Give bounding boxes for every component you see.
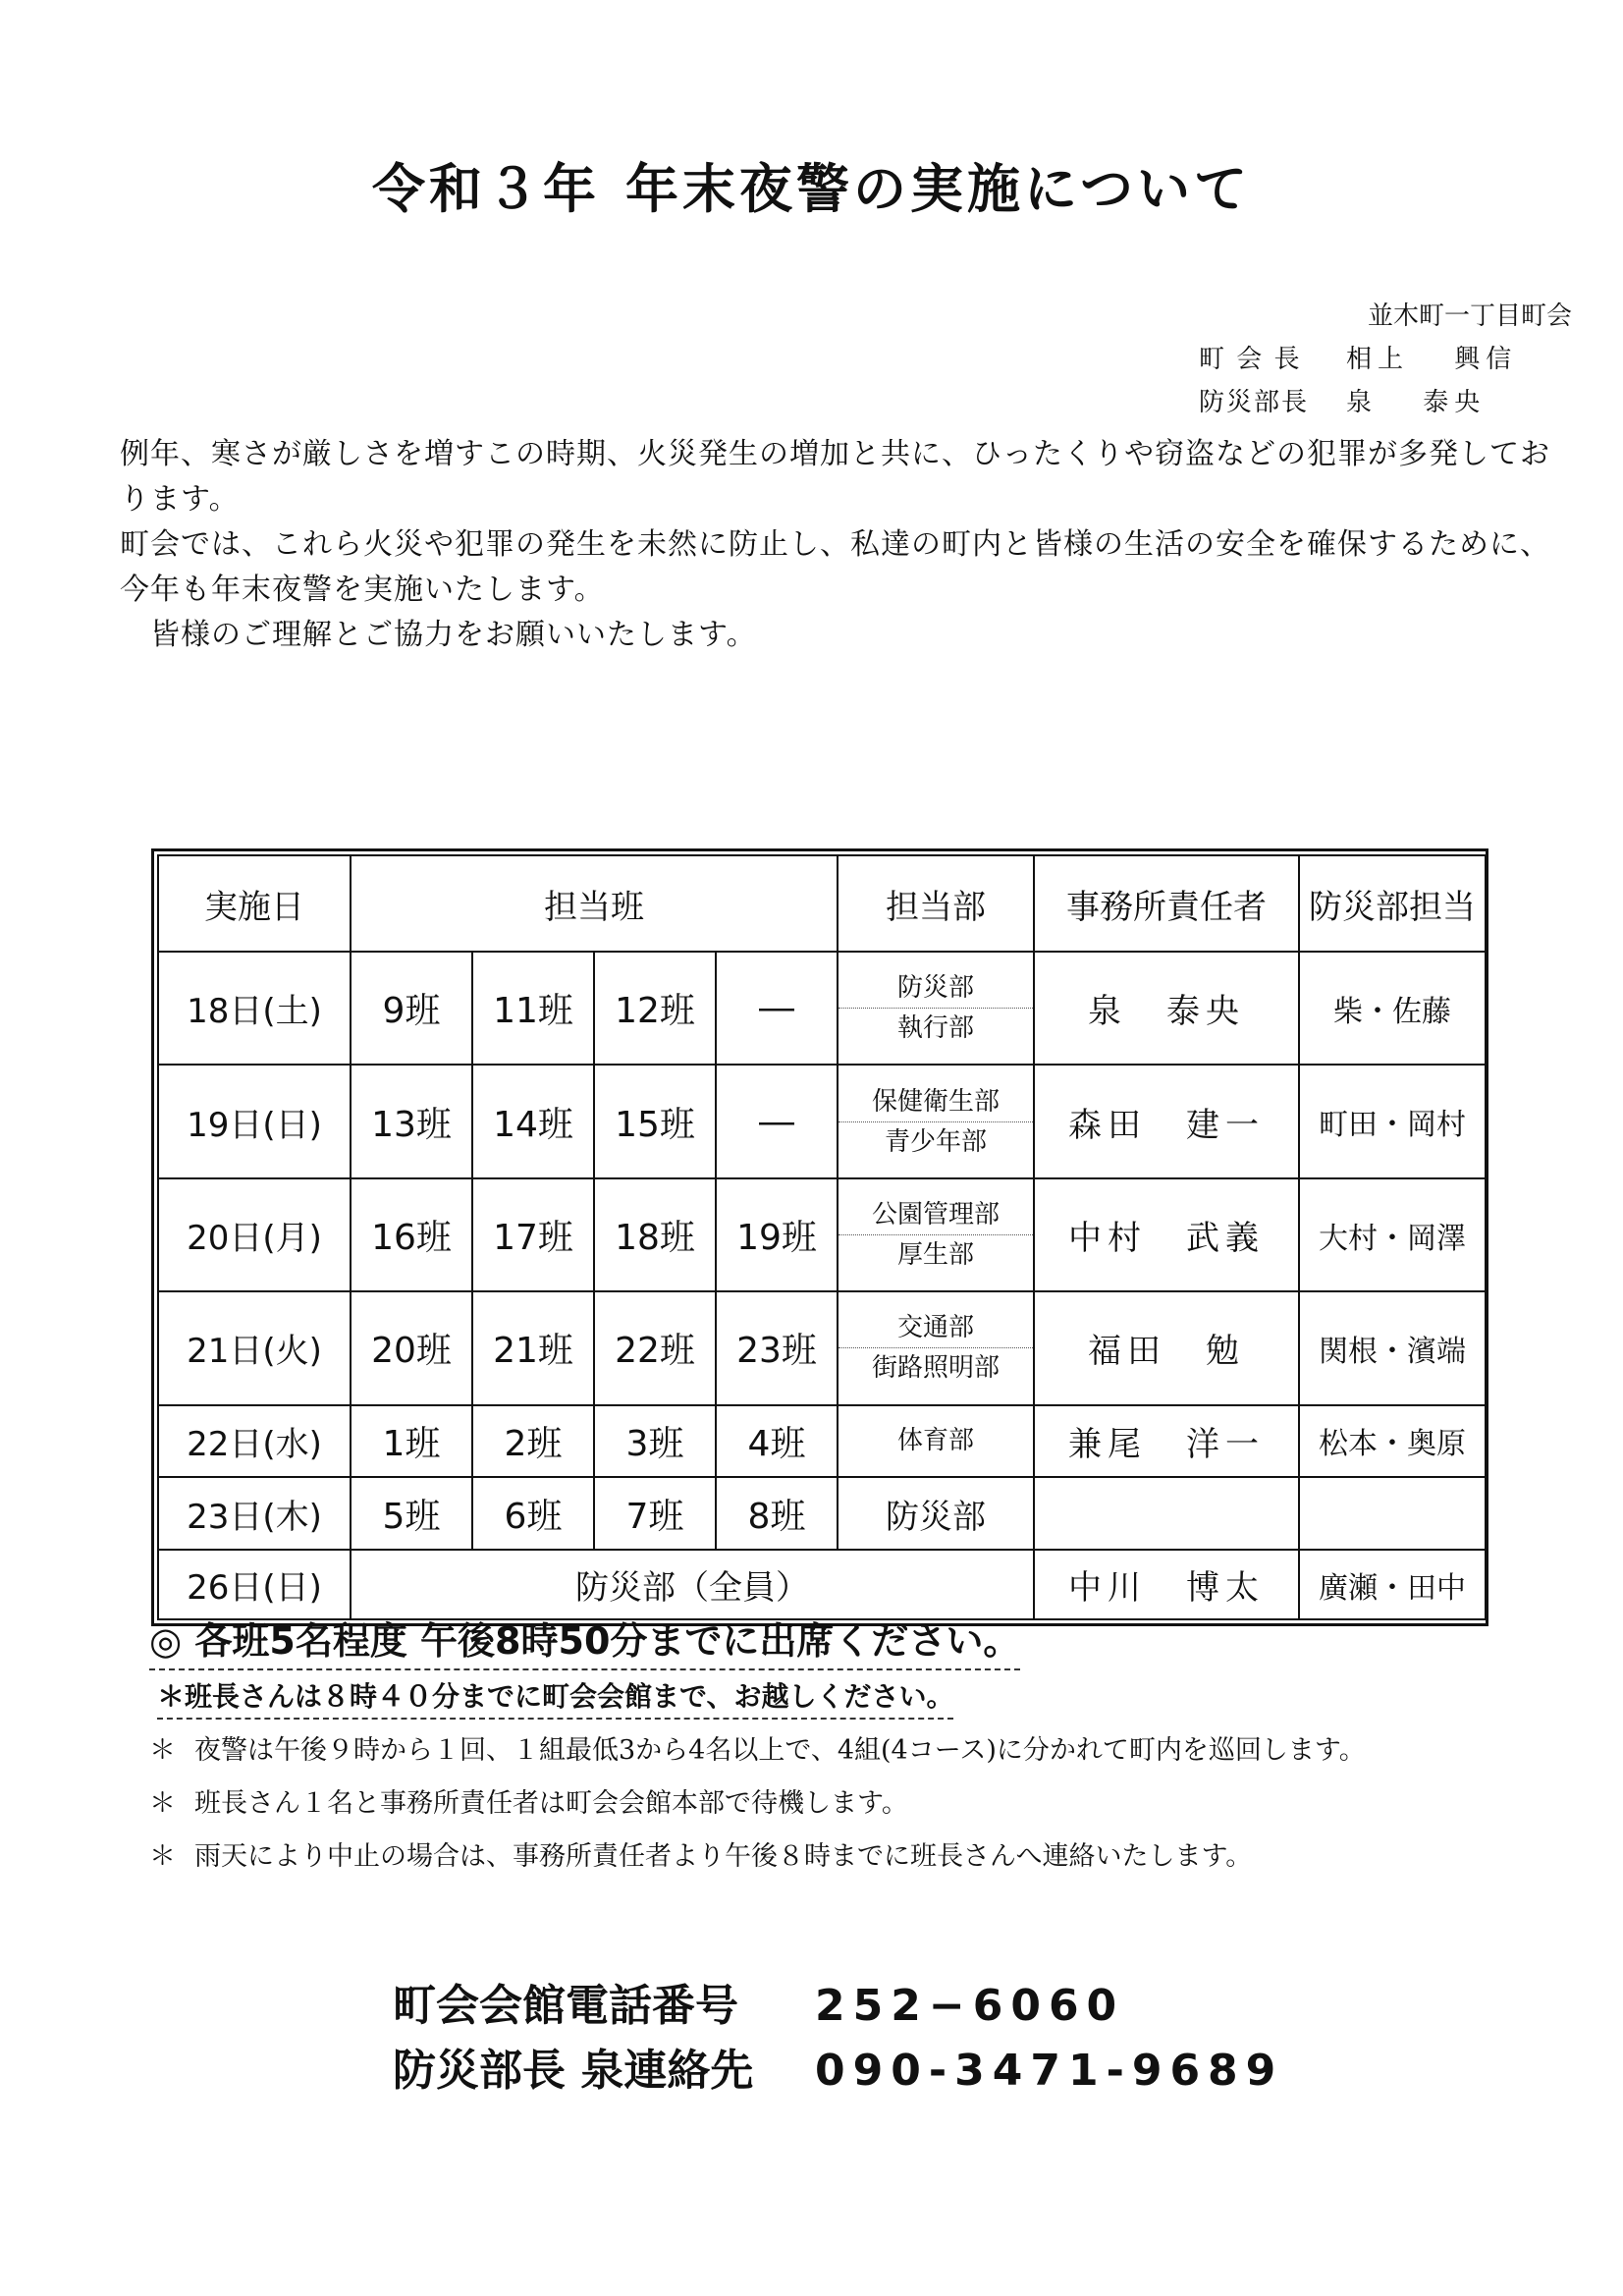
cell-han: 15班: [594, 1065, 716, 1177]
cell-date: 26日(日): [158, 1550, 351, 1619]
cell-han: ―: [716, 1065, 838, 1177]
table-row: [158, 952, 1486, 1065]
cell-dept: 体育部: [838, 1405, 1034, 1478]
leader-note: ＊班長さんは８時４０分までに町会会館まで、お越しください。: [157, 1675, 953, 1720]
cell-han: 11班: [472, 952, 594, 1065]
sender-role: 防災部長: [1199, 388, 1310, 417]
cell-manager: 中村 武義: [1034, 1178, 1299, 1291]
header-bousai: 防災部担当: [1299, 855, 1486, 952]
list-item: [149, 1728, 1583, 1774]
cell-manager: 兼尾 洋一: [1034, 1405, 1299, 1478]
cell-han: 4班: [716, 1405, 838, 1478]
cell-bousai: 大村・岡澤: [1299, 1178, 1486, 1291]
table-header-row: [158, 855, 1486, 952]
cell-date: 22日(水): [158, 1405, 351, 1478]
dept-name: 厚生部: [839, 1234, 1033, 1275]
schedule-table: [157, 854, 1487, 1620]
cell-manager: 中川 博太: [1034, 1550, 1299, 1619]
cell-han: 22班: [594, 1291, 716, 1404]
cell-date: 18日(土): [158, 952, 351, 1065]
sender-row: [1160, 338, 1572, 381]
contact-label: 防災部長 泉連絡先: [393, 2046, 754, 2096]
cell-han: 5班: [351, 1477, 472, 1550]
contact-block: [393, 1974, 1283, 2104]
cell-manager: [1034, 1477, 1299, 1550]
asterisk-mark: ＊: [149, 1788, 176, 1819]
table-row: [158, 1178, 1486, 1291]
cell-han: 17班: [472, 1178, 594, 1291]
table-row: [158, 1291, 1486, 1404]
cell-merged-dept: 防災部（全員）: [351, 1550, 1034, 1619]
header-dept: 担当部: [838, 855, 1034, 952]
asterisk-mark: ＊: [149, 1735, 176, 1766]
cell-han: 1班: [351, 1405, 472, 1478]
cell-manager: 森田 建一: [1034, 1065, 1299, 1177]
intro-text: [120, 432, 1563, 658]
attendance-note: ◎ 各班5名程度 午後8時50分までに出席ください。: [149, 1611, 1020, 1670]
notes-list: [149, 1728, 1583, 1887]
cell-dept: 防災部: [838, 1477, 1034, 1550]
cell-date: 21日(火): [158, 1291, 351, 1404]
cell-han: 8班: [716, 1477, 838, 1550]
intro-paragraph: 例年、寒さが厳しさを増すこの時期、火災発生の増加と共に、ひったくりや窃盗などの犯罪が多発しております。: [120, 437, 1550, 517]
cell-bousai: 松本・奥原: [1299, 1405, 1486, 1478]
header-han: 担当班: [351, 855, 838, 952]
intro-paragraph: 皆様のご理解とご協力をお願いいたします。: [120, 618, 757, 652]
table-row: [158, 1477, 1486, 1550]
title-main: 年末夜警の実施について: [625, 158, 1251, 220]
dept-name: 防災部: [896, 973, 974, 1004]
cell-han: 3班: [594, 1405, 716, 1478]
sender-row: [1160, 381, 1572, 424]
asterisk-mark: ＊: [149, 1841, 176, 1872]
sender-name: 泉 泰央: [1346, 388, 1487, 417]
cell-han: 16班: [351, 1178, 472, 1291]
intro-paragraph: 町会では、これら火災や犯罪の発生を未然に防止し、私達の町内と皆様の生活の安全を確保するために、今年も年末夜警を実施いたします。: [120, 527, 1550, 607]
dept-name: 街路照明部: [839, 1347, 1033, 1388]
sender-name: 相上 興信: [1346, 345, 1518, 374]
contact-row: [393, 1974, 1283, 2039]
sender-role: 町 会 長: [1199, 345, 1302, 374]
cell-manager: 泉 泰央: [1034, 952, 1299, 1065]
list-item: [149, 1834, 1583, 1880]
sender-block: [1160, 295, 1572, 424]
header-date: 実施日: [158, 855, 351, 952]
cell-han: 2班: [472, 1405, 594, 1478]
cell-date: 23日(木): [158, 1477, 351, 1550]
cell-han: 9班: [351, 952, 472, 1065]
cell-han: 13班: [351, 1065, 472, 1177]
note-text: 雨天により中止の場合は、事務所責任者より午後８時までに班長さんへ連絡いたします。: [194, 1841, 1253, 1872]
cell-dept: [838, 1178, 1034, 1291]
table-row: [158, 1405, 1486, 1478]
dept-name: 執行部: [839, 1008, 1033, 1048]
note-text: 班長さん１名と事務所責任者は町会会館本部で待機します。: [194, 1788, 908, 1819]
contact-label: 町会会館電話番号: [393, 1981, 738, 2031]
cell-han: 12班: [594, 952, 716, 1065]
cell-date: 20日(月): [158, 1178, 351, 1291]
cell-manager: 福田 勉: [1034, 1291, 1299, 1404]
dept-name: 保健衛生部: [871, 1086, 1000, 1117]
cell-han: 20班: [351, 1291, 472, 1404]
cell-bousai: 柴・佐藤: [1299, 952, 1486, 1065]
dept-name: 青少年部: [839, 1121, 1033, 1162]
cell-bousai: 関根・濱端: [1299, 1291, 1486, 1404]
cell-han: 14班: [472, 1065, 594, 1177]
note-text: 夜警は午後９時から１回、１組最低3から4名以上で、4組(4コース)に分かれて町内を巡回します。: [194, 1735, 1366, 1766]
cell-bousai: [1299, 1477, 1486, 1550]
dept-name: 交通部: [896, 1313, 974, 1343]
header-manager: 事務所責任者: [1034, 855, 1299, 952]
cell-dept: [838, 1065, 1034, 1177]
dept-name: 公園管理部: [871, 1200, 1000, 1230]
cell-date: 19日(日): [158, 1065, 351, 1177]
cell-han: 23班: [716, 1291, 838, 1404]
cell-dept: [838, 952, 1034, 1065]
list-item: [149, 1781, 1583, 1827]
sender-org: 並木町一丁目町会: [1367, 301, 1572, 331]
cell-han: ―: [716, 952, 838, 1065]
contact-row: [393, 2039, 1283, 2104]
cell-bousai: 廣瀬・田中: [1299, 1550, 1486, 1619]
cell-han: 21班: [472, 1291, 594, 1404]
cell-dept: [838, 1291, 1034, 1404]
table-row: [158, 1550, 1486, 1619]
cell-han: 19班: [716, 1178, 838, 1291]
cell-bousai: 町田・岡村: [1299, 1065, 1486, 1177]
contact-number: 090-3471-9689: [815, 2046, 1284, 2096]
title-year: 令和３年: [372, 158, 601, 220]
cell-han: 6班: [472, 1477, 594, 1550]
table-row: [158, 1065, 1486, 1177]
cell-han: 18班: [594, 1178, 716, 1291]
page-title: [0, 147, 1623, 223]
cell-han: 7班: [594, 1477, 716, 1550]
contact-number: 252−6060: [815, 1981, 1125, 2031]
